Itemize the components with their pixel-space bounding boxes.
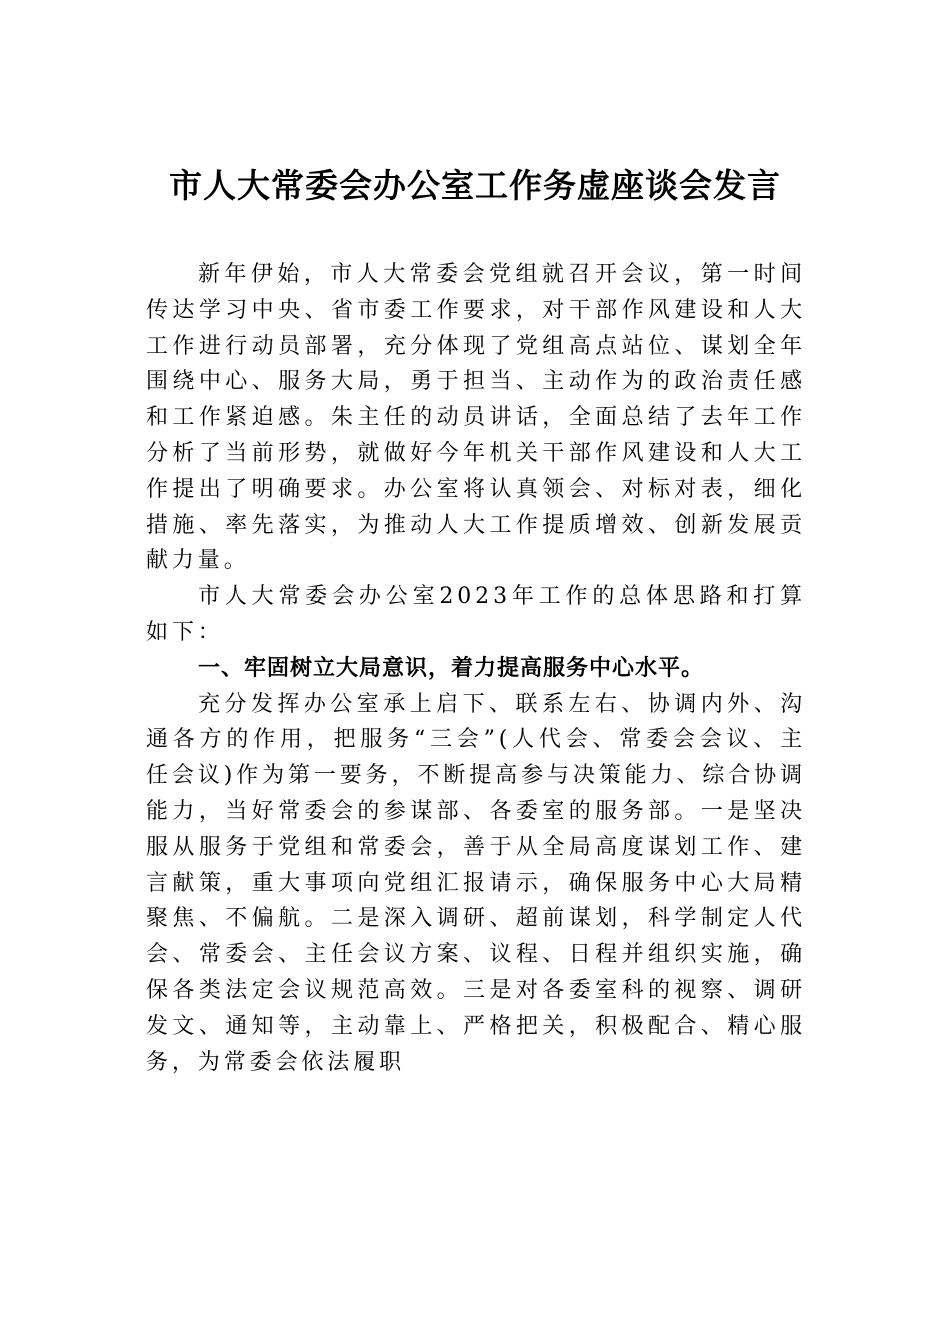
plan-intro-paragraph: 市人大常委会办公室2023年工作的总体思路和打算如下：: [146, 584, 806, 645]
section-heading: 一、牢固树立大局意识，着力提高服务中心水平。: [198, 655, 705, 681]
document-title: 市人大常委会办公室工作务虚座谈会发言: [169, 166, 781, 205]
intro-paragraph: 新年伊始，市人大常委会党组就召开会议，第一时间传达学习中央、省市委工作要求，对干部作风建设和人大工作进行动员部署，充分体现了党组高点站位、谋划全年围绕中心、服务大局，勇于担当、主动作为的政治责任感和工作紧迫感。朱主任的动员讲话，全面总结了去年工作分析了当前形势，就做好今年机关干部作风建设和人大工作提出了明确要求。办公室将认真领会、对标对表，细化措施、率先落实，为推动人大工作提质增效、创新发展贡献力量。: [146, 262, 806, 574]
section-paragraph: 充分发挥办公室承上启下、联系左右、协调内外、沟通各方的作用，把服务“三会”(人代会、常委会会议、主任会议)作为第一要务，不断提高参与决策能力、综合协调能力，当好常委会的参谋部、各委室的服务部。一是坚决服从服务于党组和常委会，善于从全局高度谋划工作、建言献策，重大事项向党组汇报请示，确保服务中心大局精聚焦、不偏航。二是深入调研、超前谋划，科学制定人代会、常委会、主任会议方案、议程、日程并组织实施，确保各类法定会议规范高效。三是对各委室科的视察、调研发文、通知等，主动靠上、严格把关，积极配合、精心服务，为常委会依法履职: [146, 691, 806, 1075]
document-body: [146, 257, 806, 1080]
